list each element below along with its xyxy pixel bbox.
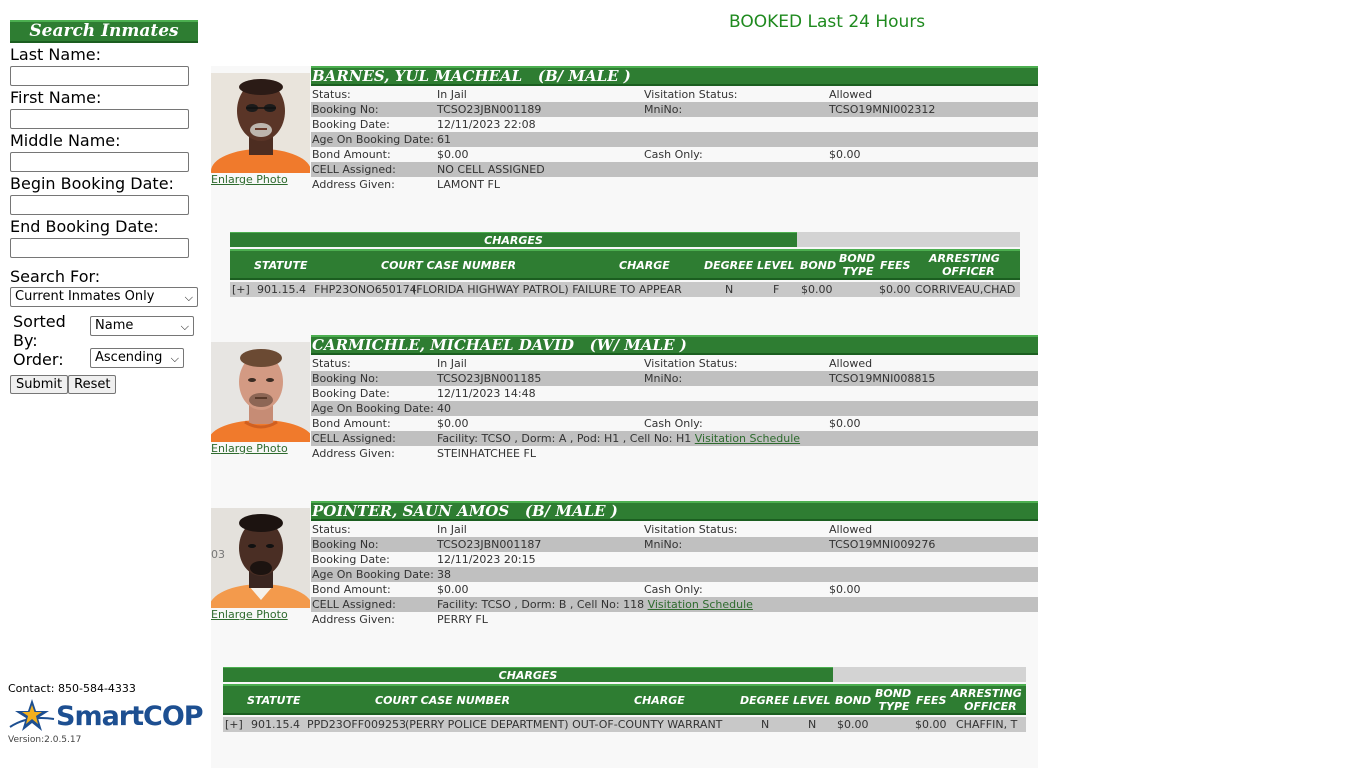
charge-degree: N (761, 718, 770, 731)
mnino-label: MniNo: (644, 372, 683, 385)
visitation-schedule-link[interactable]: Visitation Schedule (647, 598, 753, 611)
order-label: Order: (13, 350, 64, 369)
cell-label: CELL Assigned: (312, 598, 396, 611)
charges-column-headers (230, 249, 1020, 280)
address-label: Address Given: (312, 178, 395, 191)
charges-title-filler (833, 667, 1026, 682)
begin-booking-date-input[interactable] (10, 195, 189, 215)
visitation-label: Visitation Status: (644, 357, 738, 370)
bond-label: Bond Amount: (312, 148, 391, 161)
charge-level: N (808, 718, 817, 731)
inmate-name: CARMICHLE, MICHAEL DAVID (W/ MALE ) (311, 335, 1038, 355)
col-officer-line2: OFFICER (942, 265, 995, 278)
booking-no-label: Booking No: (312, 538, 379, 551)
logo-text (56, 701, 203, 732)
end-booking-date-input[interactable] (10, 238, 189, 258)
search-for-value: Current Inmates Only (15, 289, 155, 304)
cash-value: $0.00 (829, 148, 861, 161)
first-name-input[interactable] (10, 109, 189, 129)
charge-description: (FLORIDA HIGHWAY PATROL) FAILURE TO APPEAR (412, 283, 682, 296)
col-charge: CHARGE (619, 259, 670, 272)
inmate-details (311, 522, 1038, 627)
charges-table (230, 232, 1020, 297)
sorted-by-select[interactable] (90, 316, 194, 336)
mnino-label: MniNo: (644, 103, 683, 116)
mnino-label: MniNo: (644, 538, 683, 551)
charge-case-number: FHP23ONO650174 (314, 283, 417, 296)
age-label: Age On Booking Date: (312, 568, 434, 581)
col-degree: DEGREE (704, 259, 754, 272)
mnino-value: TCSO19MNI009276 (829, 538, 936, 551)
charge-row (223, 717, 1026, 732)
status-value: In Jail (437, 357, 467, 370)
logo-smart: Smart (56, 701, 144, 732)
col-degree: DEGREE (740, 694, 790, 707)
booking-no-value: TCSO23JBN001189 (437, 103, 542, 116)
page-title: BOOKED Last 24 Hours (729, 12, 926, 32)
age-label: Age On Booking Date: (312, 402, 434, 415)
address-label: Address Given: (312, 613, 395, 626)
charge-bond: $0.00 (801, 283, 833, 296)
charge-fees: $0.00 (879, 283, 911, 296)
col-bond-type-line2: TYPE (878, 700, 910, 713)
begin-booking-date-label: Begin Booking Date: (10, 174, 174, 193)
chevron-down-icon: ⌵ (170, 352, 179, 365)
charges-title: CHARGES (223, 667, 833, 682)
search-for-label: Search For: (10, 267, 101, 286)
expand-charge-button[interactable]: [+] (232, 283, 250, 296)
booking-date-value: 12/11/2023 20:15 (437, 553, 536, 566)
charges-column-headers (223, 684, 1026, 715)
col-fees: FEES (880, 259, 911, 272)
visitation-label: Visitation Status: (644, 88, 738, 101)
address-label: Address Given: (312, 447, 395, 460)
col-arresting-officer (929, 252, 1000, 278)
inmate-details (311, 87, 1038, 192)
charge-statute: 901.15.4 (257, 283, 306, 296)
inmate-list (211, 66, 1038, 768)
booking-no-value: TCSO23JBN001187 (437, 538, 542, 551)
search-for-select[interactable] (10, 287, 198, 307)
cell-value: NO CELL ASSIGNED (437, 163, 545, 176)
end-booking-date-label: End Booking Date: (10, 217, 159, 236)
charge-statute: 901.15.4 (251, 718, 300, 731)
charge-row (230, 282, 1020, 297)
col-charge: CHARGE (634, 694, 685, 707)
status-label: Status: (312, 523, 351, 536)
cell-value (437, 431, 800, 446)
charge-level: F (773, 283, 780, 296)
col-officer-line1: ARRESTING (951, 687, 1022, 700)
visitation-schedule-link[interactable]: Visitation Schedule (694, 432, 801, 445)
cell-label: CELL Assigned: (312, 432, 396, 445)
charge-case-number: PPD23OFF009253 (307, 718, 407, 731)
charges-title-row (223, 667, 1026, 682)
inmate-name: BARNES, YUL MACHEAL (B/ MALE ) (311, 66, 1038, 86)
cell-value (437, 597, 753, 612)
col-statute: STATUTE (254, 259, 308, 272)
col-bond: BOND (800, 259, 837, 272)
status-value: In Jail (437, 523, 467, 536)
last-name-input[interactable] (10, 66, 189, 86)
reset-button[interactable]: Reset (68, 375, 116, 394)
charge-fees: $0.00 (915, 718, 947, 731)
age-label: Age On Booking Date: (312, 133, 434, 146)
charge-officer: CHAFFIN, T (956, 718, 1018, 731)
chevron-down-icon: ⌵ (184, 291, 193, 304)
visitation-value: Allowed (829, 357, 873, 370)
enlarge-photo-link[interactable]: Enlarge Photo (211, 442, 288, 455)
last-name-label: Last Name: (10, 45, 102, 64)
visitation-label: Visitation Status: (644, 523, 738, 536)
col-officer-line2: OFFICER (964, 700, 1017, 713)
submit-button[interactable]: Submit (10, 375, 68, 394)
col-officer-line1: ARRESTING (929, 252, 1000, 265)
booking-date-value: 12/11/2023 14:48 (437, 387, 536, 400)
status-value: In Jail (437, 88, 467, 101)
col-bond-type (875, 687, 911, 713)
booking-date-label: Booking Date: (312, 553, 390, 566)
bond-label: Bond Amount: (312, 583, 391, 596)
age-value: 40 (437, 402, 451, 415)
col-arresting-officer (951, 687, 1022, 713)
first-name-label: First Name: (10, 88, 102, 107)
inmate-details (311, 356, 1038, 461)
cash-value: $0.00 (829, 417, 861, 430)
sorted-by-label (13, 312, 66, 350)
chevron-down-icon: ⌵ (180, 320, 189, 333)
cash-value: $0.00 (829, 583, 861, 596)
sorted-by-label-line1: Sorted (13, 312, 66, 331)
cash-label: Cash Only: (644, 148, 703, 161)
col-bond-type-line1: BOND (875, 687, 912, 700)
enlarge-photo-link[interactable]: Enlarge Photo (211, 173, 288, 186)
cash-label: Cash Only: (644, 417, 703, 430)
visitation-value: Allowed (829, 523, 873, 536)
address-value: LAMONT FL (437, 178, 500, 191)
contact-phone: Contact: 850-584-4333 (8, 682, 136, 695)
footer (8, 682, 203, 745)
status-label: Status: (312, 88, 351, 101)
col-level: LEVEL (793, 694, 831, 707)
col-fees: FEES (916, 694, 947, 707)
booking-date-label: Booking Date: (312, 387, 390, 400)
sorted-by-label-line2: By: (13, 331, 38, 350)
middle-name-label: Middle Name: (10, 131, 121, 150)
col-bond: BOND (835, 694, 872, 707)
charges-title: CHARGES (230, 232, 797, 247)
mnino-value: TCSO19MNI002312 (829, 103, 936, 116)
search-panel-title: Search Inmates (10, 20, 198, 43)
search-panel (10, 20, 198, 394)
age-value: 61 (437, 133, 451, 146)
booking-no-label: Booking No: (312, 372, 379, 385)
col-bond-type-line1: BOND (839, 252, 876, 265)
bond-value: $0.00 (437, 583, 469, 596)
star-icon (8, 697, 56, 737)
version-text: Version:2.0.5.17 (8, 735, 82, 745)
inmate-name: POINTER, SAUN AMOS (B/ MALE ) (311, 501, 1038, 521)
charges-table (223, 667, 1026, 732)
cell-value-text: Facility: TCSO , Dorm: B , Cell No: 118 (437, 598, 645, 611)
charge-description: (PERRY POLICE DEPARTMENT) OUT-OF-COUNTY WARRANT (405, 718, 723, 731)
address-value: PERRY FL (437, 613, 488, 626)
booking-no-value: TCSO23JBN001185 (437, 372, 542, 385)
charges-title-row (230, 232, 1020, 247)
inmate-photo[interactable] (211, 508, 310, 608)
inmate-photo[interactable] (211, 342, 310, 442)
smartcop-logo (8, 697, 203, 737)
col-court-case: COURT CASE NUMBER (381, 259, 516, 272)
cell-label: CELL Assigned: (312, 163, 396, 176)
charges-title-filler (797, 232, 1020, 247)
col-level: LEVEL (757, 259, 795, 272)
cash-label: Cash Only: (644, 583, 703, 596)
mnino-value: TCSO19MNI008815 (829, 372, 936, 385)
charge-officer: CORRIVEAU,CHAD (915, 283, 1016, 296)
cell-value-text: Facility: TCSO , Dorm: A , Pod: H1 , Cell No: H1 (437, 432, 692, 445)
booking-date-value: 12/11/2023 22:08 (437, 118, 536, 131)
bond-value: $0.00 (437, 417, 469, 430)
expand-charge-button[interactable]: [+] (225, 718, 243, 731)
visitation-value: Allowed (829, 88, 873, 101)
middle-name-input[interactable] (10, 152, 189, 172)
bond-value: $0.00 (437, 148, 469, 161)
svg-text:03: 03 (211, 548, 225, 561)
col-bond-type-line2: TYPE (842, 265, 874, 278)
age-value: 38 (437, 568, 451, 581)
charge-bond: $0.00 (837, 718, 869, 731)
status-label: Status: (312, 357, 351, 370)
col-statute: STATUTE (247, 694, 301, 707)
address-value: STEINHATCHEE FL (437, 447, 536, 460)
col-court-case: COURT CASE NUMBER (375, 694, 510, 707)
inmate-photo[interactable] (211, 73, 310, 173)
order-value: Ascending (95, 350, 163, 365)
sorted-by-value: Name (95, 318, 134, 333)
col-bond-type (839, 252, 875, 278)
enlarge-photo-link[interactable]: Enlarge Photo (211, 608, 288, 621)
order-select[interactable] (90, 348, 184, 368)
charge-degree: N (725, 283, 734, 296)
booking-date-label: Booking Date: (312, 118, 390, 131)
logo-cop: COP (143, 701, 203, 732)
bond-label: Bond Amount: (312, 417, 391, 430)
booking-no-label: Booking No: (312, 103, 379, 116)
